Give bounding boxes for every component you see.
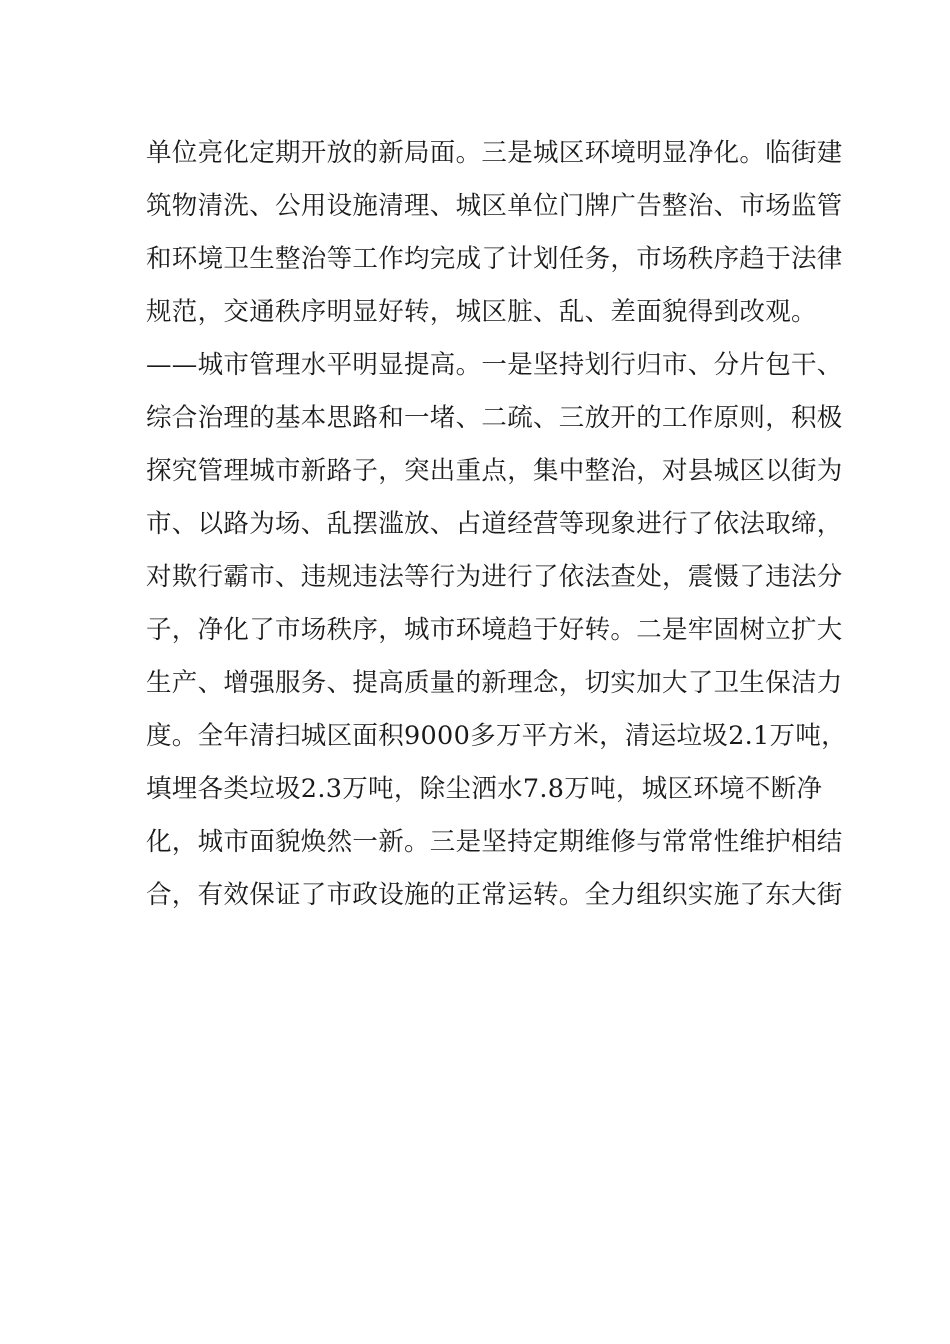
text-line: 探究管理城市新路子，突出重点，集中整治，对县城区以街为 — [146, 456, 843, 486]
text-line: 规范，交通秩序明显好转，城区脏、乱、差面貌得到改观。 — [146, 297, 817, 327]
text-line: 综合治理的基本思路和一堵、二疏、三放开的工作原则，积极 — [146, 403, 843, 433]
text-line: 度。全年清扫城区面积9000多万平方米，清运垃圾2.1万吨， — [146, 721, 847, 751]
text-line: 子，净化了市场秩序，城市环境趋于好转。二是牢固树立扩大 — [146, 615, 843, 645]
text-line: 单位亮化定期开放的新局面。三是城区环境明显净化。临街建 — [146, 138, 843, 168]
text-line: 生产、增强服务、提高质量的新理念，切实加大了卫生保洁力 — [146, 668, 843, 698]
body-text — [146, 131, 847, 926]
text-line: 合，有效保证了市政设施的正常运转。全力组织实施了东大街 — [146, 880, 843, 910]
text-line: 化，城市面貌焕然一新。三是坚持定期维修与常常性维护相结 — [146, 827, 843, 857]
text-line: 填埋各类垃圾2.3万吨，除尘洒水7.8万吨，城区环境不断净 — [146, 774, 823, 804]
text-line: 筑物清洗、公用设施清理、城区单位门牌广告整治、市场监管 — [146, 191, 843, 221]
text-line: 对欺行霸市、违规违法等行为进行了依法查处，震慑了违法分 — [146, 562, 843, 592]
text-line: 市、以路为场、乱摆滥放、占道经营等现象进行了依法取缔， — [146, 509, 843, 539]
text-line: 和环境卫生整治等工作均完成了计划任务，市场秩序趋于法律 — [146, 244, 843, 274]
text-line: ——城市管理水平明显提高。一是坚持划行归市、分片包干、 — [146, 350, 843, 380]
